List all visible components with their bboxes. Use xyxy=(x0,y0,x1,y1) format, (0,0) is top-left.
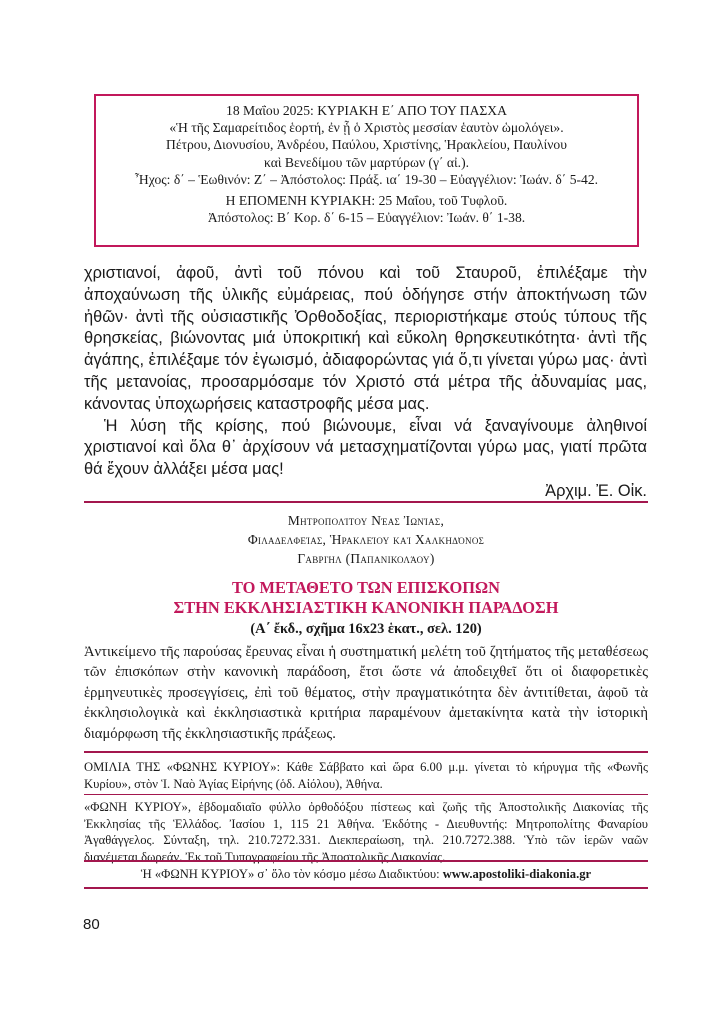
footer-divider xyxy=(84,887,648,889)
footer-divider xyxy=(84,751,648,753)
saints-list: Πέτρου, Διονυσίου, Ἀνδρέου, Παύλου, Χριστίνης, Ἡρακλείου, Παυλίνου xyxy=(166,137,567,153)
website-text: Ἡ «ΦΩΝΗ ΚΥΡΙΟΥ» σ᾽ ὅλο τὸν κόσμο μέσω Διαδικτύου: xyxy=(140,867,440,881)
article-paragraph: χριστιανοί, ἀφοῦ, ἀντὶ τοῦ πόνου καὶ τοῦ Σταυροῦ, ἐπιλέξαμε τὴν ἀποχαύνωση τῆς ὑλικῆς εὐμάρειας, πού ὁδήγησε στήν ἀποκτήνωση τῶν ἠθῶν· ἀντὶ τῆς οὐσιαστικῆς Ὀρθοδοξίας, περιοριστήκαμε στούς τύπους τῆς θρησκείας, βιώνοντας μιά ὑποκριτική καὶ εὔκολη θρησκευτικότητα· ἀντὶ τῆς ἀγάπης, ἐπιλέξαμε τόν ἐγωισμό, ἀδιαφορώντας γιά ὅ,τι γίνεται γύρω μας· ἀντὶ τῆς μετανοίας, προσαρμόσαμε τόν Χριστό στά μέτρα τῆς ἀδυναμίας μας, κάνοντας ὑποχωρήσεις καταστροφῆς μέσα μας. xyxy=(84,264,647,413)
sunday-date-heading: 18 Μαΐου 2025: ΚΥΡΙΑΚΗ Ε΄ ΑΠΟ ΤΟΥ ΠΑΣΧΑ xyxy=(226,103,507,118)
article-signature: Ἀρχιμ. Ἐ. Οἰκ. xyxy=(545,481,647,500)
book-title xyxy=(84,578,648,617)
next-sunday-heading: Η ΕΠΟΜΕΝΗ ΚΥΡΙΑΚΗ: 25 Μαΐου, τοῦ Τυφλοῦ. xyxy=(225,193,508,209)
sunday-info-box xyxy=(94,94,639,247)
homily-notice: ΟΜΙΛΙΑ ΤΗΣ «ΦΩΝΗΣ ΚΥΡΙΟΥ»: Κάθε Σάββατο καὶ ὥρα 6.00 μ.μ. γίνεται τὸ κήρυγμα τῆς «Φωνῆς Κυρίου», στὸν Ἱ. Ναὸ Ἁγίας Εἰρήνης (ὁδ. Αἰόλου), Ἀθήνα. xyxy=(84,760,648,791)
website-line xyxy=(84,866,648,883)
page-number: 80 xyxy=(83,916,100,933)
readings-line: Ἦχος: δ΄ – Ἑωθινόν: Ζ΄ – Ἀπόστολος: Πράξ. ια΄ 19-30 – Εὐαγγέλιον: Ἰωάν. δ΄ 5-42. xyxy=(134,171,599,187)
book-description: Ἀντικείμενο τῆς παρούσας ἔρευνας εἶναι ἡ συστηματική μελέτη τοῦ ζητήματος τῆς μεταθέσεως τῶν ἐπισκόπων στὴν κανονικὴ παράδοση, ἔτσι ὥστε νά ἀποδειχθεῖ ὅτι οἱ διαφορετικὲς ἑρμηνευτικὲς προσεγγίσεις, ἐπὶ τοῦ θέματος, στὴν πραγματικότητα δὲν ἀντιτίθεται, ἀφοῦ τὰ ἐκκλησιολογικὰ καὶ ἐκκλησιαστικὰ κριτήρια παραμένουν ἀμετακίνητα κατὰ τὴν ἱστορικὴ διαμόρφωση τῆς ἐκκλησιαστικῆς πράξεως. xyxy=(84,644,648,742)
book-title-line: ΣΤΗΝ ΕΚΚΛΗΣΙΑΣΤΙΚΗ ΚΑΝΟΝΙΚΗ ΠΑΡΑΔΟΣΗ xyxy=(173,597,559,617)
footer-divider-thin xyxy=(84,794,648,795)
feast-description: «Ἡ τῆς Σαμαρείτιδος ἑορτή, ἐν ᾗ ὁ Χριστὸς μεσσίαν ἑαυτὸν ὡμολόγει». xyxy=(169,120,564,136)
article-body xyxy=(84,263,647,503)
saints-list-continued: καὶ Βενεδίμου τῶν μαρτύρων (γ΄ αἰ.). xyxy=(264,154,469,170)
footer-divider xyxy=(84,860,648,862)
author-line: Γαβριὴλ (Παπανικολάου) xyxy=(297,550,435,566)
book-details: (Α΄ ἔκδ., σχῆμα 16x23 ἑκατ., σελ. 120) xyxy=(250,621,482,637)
author-line: Φιλαδελφείας, Ἡρακλείου καὶ Χαλκηδόνος xyxy=(247,531,485,547)
book-title-line: ΤΟ ΜΕΤΑΘΕΤΟ ΤΩΝ ΕΠΙΣΚΟΠΩΝ xyxy=(232,578,500,597)
website-link[interactable]: www.apostoliki-diakonia.gr xyxy=(442,867,592,881)
journal-info: «ΦΩΝΗ ΚΥΡΙΟΥ», ἑβδομαδιαῖο φύλλο ὀρθοδόξου πίστεως καὶ ζωῆς τῆς Ἀποστολικῆς Διακονίας τῆς Ἐκκλησίας τῆς Ἑλλάδος. Ἰασίου 1, 115 21 Ἀθήνα. Ἐκδότης - Διευθυντής: Μητροπολίτης Φαναρίου Ἀγαθάγγελος. Σύνταξη, τηλ. 210.7272.331. Διεκπεραίωση, τηλ. 210.7272.388. Ὑπὸ τῶν ἱερῶν ναῶν διανέμεται δωρεάν. Ἐκ τοῦ Τυπογραφείου τῆς Ἀποστολικῆς Διακονίας. xyxy=(84,800,648,864)
next-sunday-readings: Ἀπόστολος: Β΄ Κορ. δ΄ 6-15 – Εὐαγγέλιον: Ἰωάν. θ΄ 1-38. xyxy=(207,210,526,226)
article-paragraph: Ἡ λύση τῆς κρίσης, πού βιώνουμε, εἶναι νά ξαναγίνουμε ἀληθινοί χριστιανοί καὶ ὅλα θ᾽ ἀρχίσουν νά μετασχηματίζονται γύρω μας, γιατί πρῶτα θά ἔχουν ἀλλάξει μέσα μας! xyxy=(84,416,647,479)
author-line: Μητροπολίτου Νέας Ἰωνίας, xyxy=(287,513,445,528)
section-divider xyxy=(84,501,648,503)
book-author xyxy=(84,512,648,568)
